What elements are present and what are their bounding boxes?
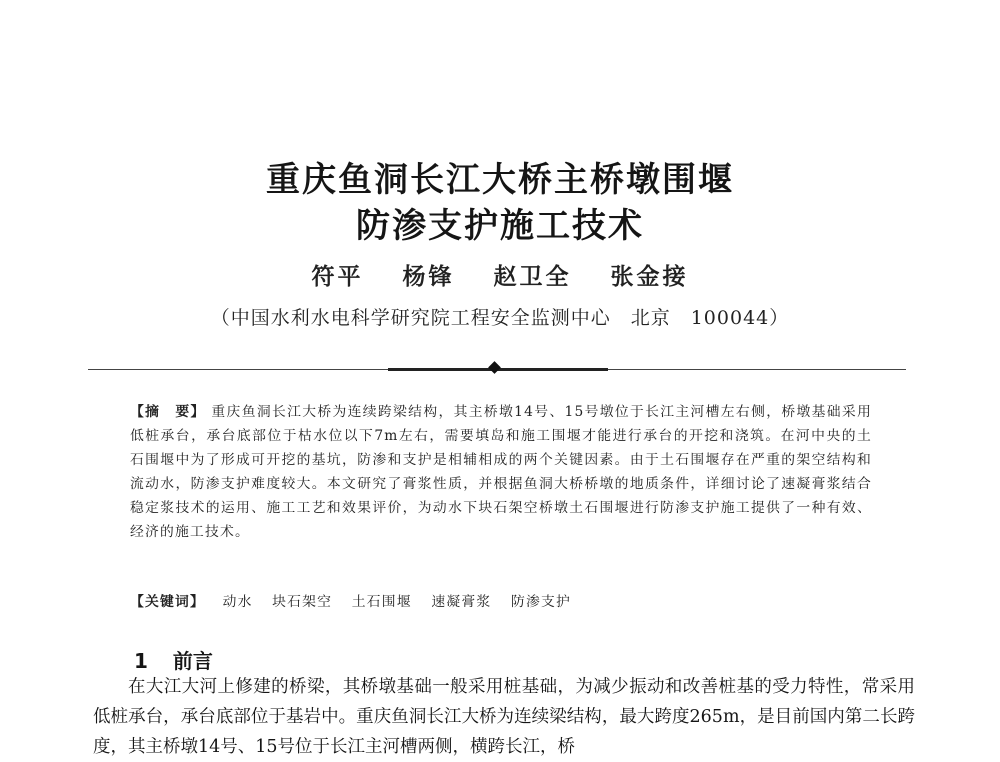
abstract-block	[130, 400, 872, 544]
section-body-text: 在大江大河上修建的桥梁，其桥墩基础一般采用桩基础，为减少振动和改善桩基的受力特性，常采用低桩承台，承台底部位于基岩中。重庆鱼洞长江大桥为连续梁结构，最大跨度265m，是目前国内第二长跨度，其主桥墩14号、15号位于长江主河槽两侧，横跨长江，桥	[93, 677, 915, 757]
keywords-label: 【关键词】	[130, 594, 205, 610]
keyword: 土石围堰	[351, 594, 412, 610]
keyword: 防渗支护	[510, 594, 571, 610]
ornamental-divider	[88, 369, 906, 370]
keyword: 动水	[222, 594, 253, 610]
author-name: 张金接	[610, 263, 689, 290]
author-name: 赵卫全	[493, 263, 572, 290]
affiliation: （中国水利水电科学研究院工程安全监测中心 北京 100044）	[210, 307, 790, 329]
keyword: 块石架空	[272, 594, 333, 610]
author-name: 杨锋	[402, 263, 455, 290]
abstract-label: 【摘 要】	[130, 404, 206, 420]
section-heading	[134, 645, 213, 674]
keywords-block	[130, 590, 872, 610]
diamond-ornament-icon	[488, 361, 501, 374]
author-list	[0, 258, 1000, 291]
section-number: 1	[134, 649, 148, 673]
abstract-text: 重庆鱼洞长江大桥为连续跨梁结构，其主桥墩14号、15号墩位于长江主河槽左右侧，桥墩基础采用低桩承台，承台底部位于枯水位以下7m左右，需要填岛和施工围堰才能进行承台的开挖和浇筑。在河中央的土石围堰中为了形成可开挖的基坑，防渗和支护是相辅相成的两个关键因素。由于土石围堰存在严重的架空结构和流动水，防渗支护难度较大。本文研究了膏浆性质，并根据鱼洞大桥桥墩的地质条件，详细讨论了速凝膏浆结合稳定浆技术的运用、施工工艺和效果评价，为动水下块石架空桥墩土石围堰进行防渗支护施工提供了一种有效、经济的施工技术。	[130, 404, 873, 540]
section-title: 前言	[172, 649, 213, 673]
keyword: 速凝膏浆	[431, 594, 492, 610]
author-name: 符平	[311, 263, 364, 290]
paper-title-line-1: 重庆鱼洞长江大桥主桥墩围堰	[266, 160, 734, 200]
paper-title-line-2: 防渗支护施工技术	[356, 206, 644, 246]
